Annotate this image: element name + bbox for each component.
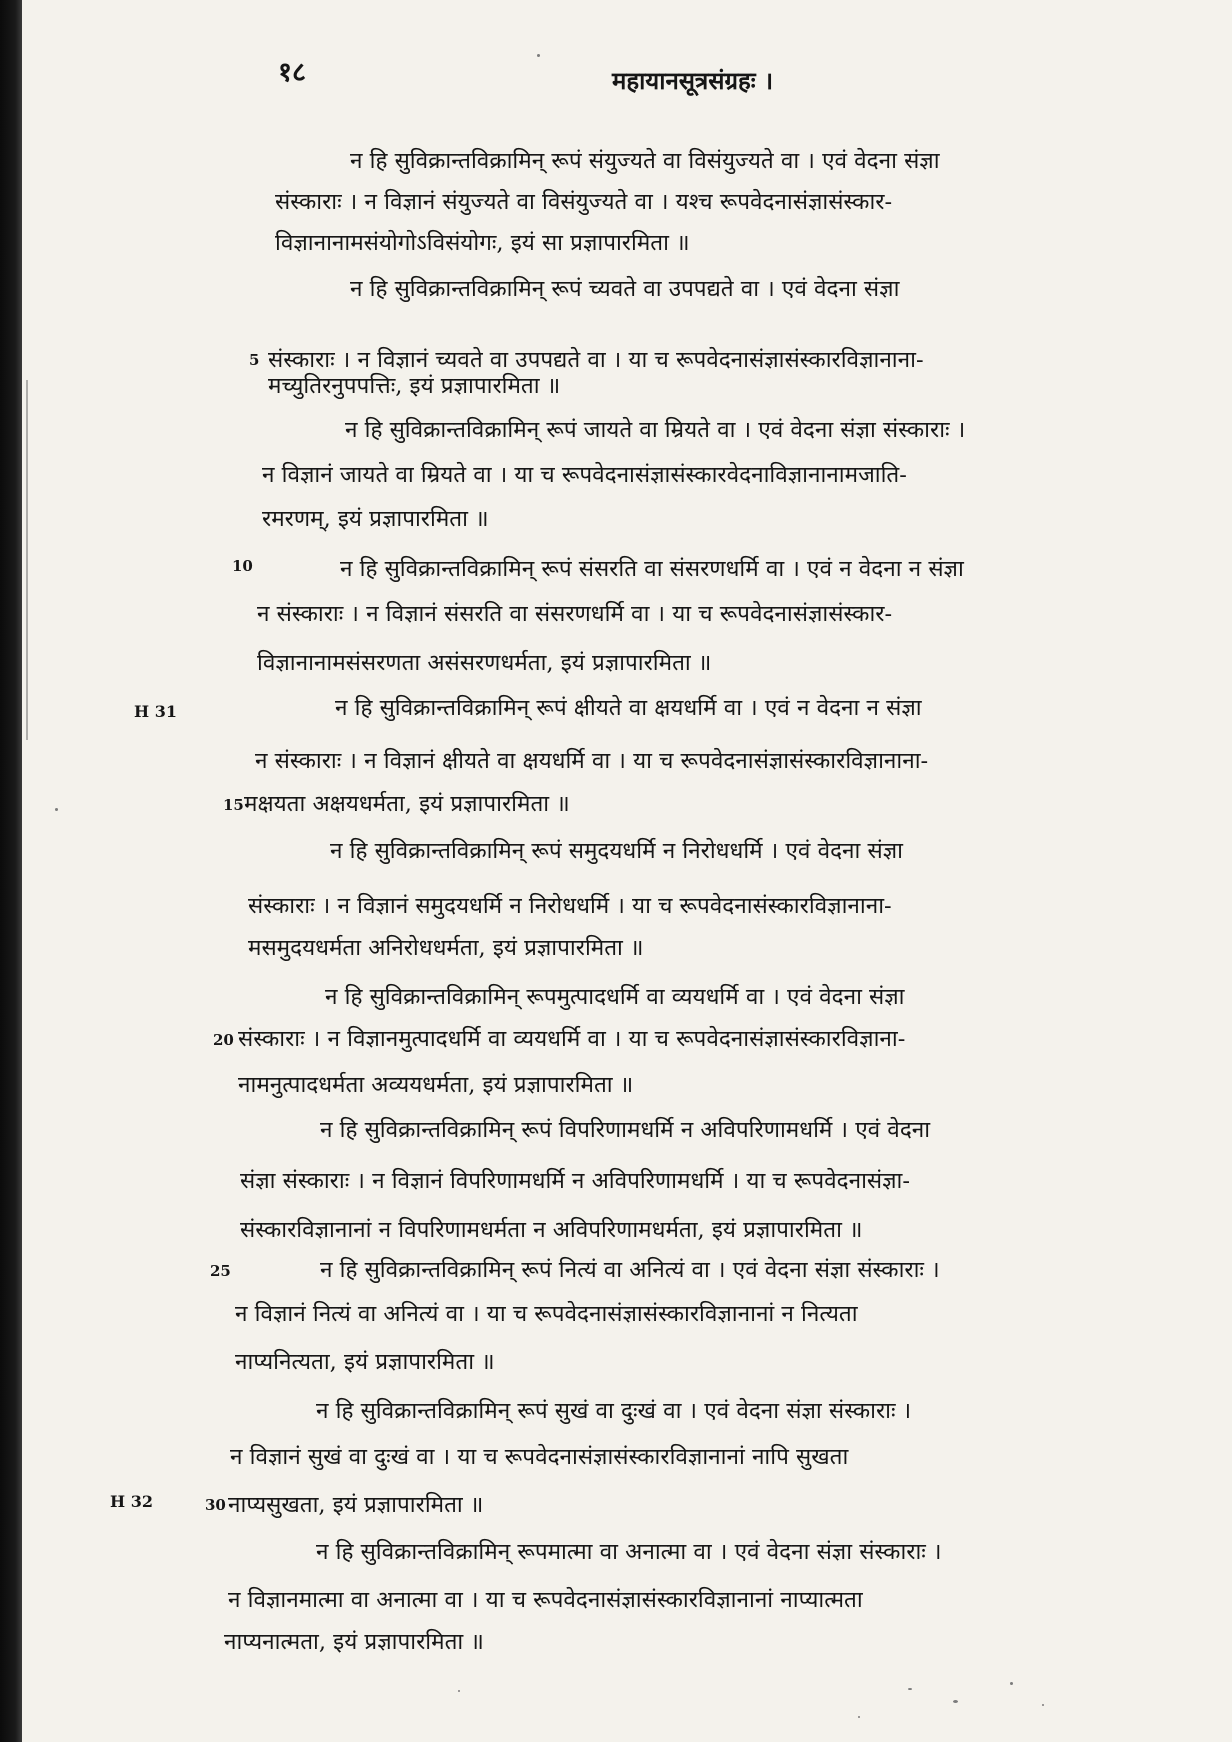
text-line: नाप्यनित्यता, इयं प्रज्ञापारमिता ॥ <box>235 1349 495 1375</box>
scan-speck <box>1042 1704 1044 1706</box>
line-number-30: 30 <box>205 1496 226 1514</box>
text-line: नामनुत्पादधर्मता अव्ययधर्मता, इयं प्रज्ञापारमिता ॥ <box>238 1072 634 1098</box>
text-line: संस्काराः । न विज्ञानमुत्पादधर्मि वा व्ययधर्मि वा । या च रूपवेदनासंज्ञासंस्कारविज्ञाना- <box>238 1026 906 1052</box>
text-line: न हि सुविक्रान्तविक्रामिन् रूपं विपरिणामधर्मि न अविपरिणामधर्मि । एवं वेदना <box>320 1117 931 1143</box>
text-line: न हि सुविक्रान्तविक्रामिन् रूपं क्षीयते वा क्षयधर्मि वा । एवं न वेदना न संज्ञा <box>335 695 922 721</box>
line-number-5: 5 <box>249 351 260 369</box>
text-line: नाप्यनात्मता, इयं प्रज्ञापारमिता ॥ <box>224 1629 484 1655</box>
text-line: न हि सुविक्रान्तविक्रामिन् रूपं संसरति वा संसरणधर्मि वा । एवं न वेदना न संज्ञा <box>340 556 964 582</box>
scan-speck <box>1010 1682 1013 1685</box>
text-line: मच्युतिरनुपपत्तिः, इयं प्रज्ञापारमिता ॥ <box>268 373 561 399</box>
text-line: मसमुदयधर्मता अनिरोधधर्मता, इयं प्रज्ञापारमिता ॥ <box>248 935 644 961</box>
scan-speck <box>458 1690 460 1692</box>
running-title: महायानसूत्रसंग्रहः । <box>612 66 774 95</box>
text-line: संस्काराः । न विज्ञानं समुदयधर्मि न निरोधधर्मि । या च रूपवेदनासंस्कारविज्ञानाना- <box>248 893 892 919</box>
text-line: न हि सुविक्रान्तविक्रामिन् रूपमात्मा वा अनात्मा वा । एवं वेदना संज्ञा संस्काराः । <box>316 1539 942 1565</box>
text-line: न संस्काराः । न विज्ञानं संसरति वा संसरणधर्मि वा । या च रूपवेदनासंज्ञासंस्कार- <box>257 601 893 627</box>
text-line: न हि सुविक्रान्तविक्रामिन् रूपं जायते वा म्रियते वा । एवं वेदना संज्ञा संस्काराः । <box>345 417 966 443</box>
text-line: न विज्ञानमात्मा वा अनात्मा वा । या च रूपवेदनासंज्ञासंस्कारविज्ञानानां नाप्यात्मता <box>228 1587 863 1613</box>
text-line: मक्षयता अक्षयधर्मता, इयं प्रज्ञापारमिता ॥ <box>244 791 570 817</box>
text-line: संस्काराः । न विज्ञानं संयुज्यते वा विसंयुज्यते वा । यश्च रूपवेदनासंज्ञासंस्कार- <box>275 189 893 215</box>
text-line: न हि सुविक्रान्तविक्रामिन् रूपं समुदयधर्मि न निरोधधर्मि । एवं वेदना संज्ञा <box>330 838 903 864</box>
text-line: रमरणम्, इयं प्रज्ञापारमिता ॥ <box>262 506 489 532</box>
scan-speck <box>55 808 58 811</box>
scan-speck <box>537 54 540 57</box>
line-number-10: 10 <box>232 557 253 575</box>
scan-speck <box>908 1688 912 1690</box>
text-line: नाप्यसुखता, इयं प्रज्ञापारमिता ॥ <box>228 1492 484 1518</box>
text-line: न विज्ञानं सुखं वा दुःखं वा । या च रूपवेदनासंज्ञासंस्कारविज्ञानानां नापि सुखता <box>230 1444 849 1470</box>
page-number: १८ <box>278 57 307 88</box>
text-line: संज्ञा संस्काराः । न विज्ञानं विपरिणामधर्मि न अविपरिणामधर्मि । या च रूपवेदनासंज्ञा- <box>240 1168 910 1194</box>
line-number-25: 25 <box>210 1262 231 1280</box>
line-number-20: 20 <box>213 1031 234 1049</box>
text-line: न विज्ञानं जायते वा म्रियते वा । या च रूपवेदनासंज्ञासंस्कारवेदनाविज्ञानानामजाति- <box>262 462 907 488</box>
text-line: न हि सुविक्रान्तविक्रामिन् रूपं सुखं वा दुःखं वा । एवं वेदना संज्ञा संस्काराः । <box>316 1398 912 1424</box>
scan-speck <box>858 1716 860 1718</box>
text-line: न संस्काराः । न विज्ञानं क्षीयते वा क्षयधर्मि वा । या च रूपवेदनासंज्ञासंस्कारविज्ञानाना- <box>255 748 929 774</box>
text-line: न हि सुविक्रान्तविक्रामिन् रूपमुत्पादधर्मि वा व्ययधर्मि वा । एवं वेदना संज्ञा <box>325 984 905 1010</box>
text-line: न हि सुविक्रान्तविक्रामिन् रूपं च्यवते वा उपपद्यते वा । एवं वेदना संज्ञा <box>350 276 900 302</box>
line-number-15: 15 <box>223 796 244 814</box>
text-line: न हि सुविक्रान्तविक्रामिन् रूपं नित्यं वा अनित्यं वा । एवं वेदना संज्ञा संस्काराः । <box>320 1257 940 1283</box>
scan-binding-shadow <box>0 0 22 1742</box>
text-line: न विज्ञानं नित्यं वा अनित्यं वा । या च रूपवेदनासंज्ञासंस्कारविज्ञानानां न नित्यता <box>235 1301 858 1327</box>
margin-reference-h31: H 31 <box>134 702 177 721</box>
scan-speck <box>953 1700 958 1703</box>
text-line: संस्कारविज्ञानानां न विपरिणामधर्मता न अविपरिणामधर्मता, इयं प्रज्ञापारमिता ॥ <box>240 1217 863 1243</box>
text-line: न हि सुविक्रान्तविक्रामिन् रूपं संयुज्यते वा विसंयुज्यते वा । एवं वेदना संज्ञा <box>350 148 940 174</box>
margin-reference-h32: H 32 <box>110 1492 153 1511</box>
text-line: संस्काराः । न विज्ञानं च्यवते वा उपपद्यते वा । या च रूपवेदनासंज्ञासंस्कारविज्ञानाना- <box>268 347 924 373</box>
text-line: विज्ञानानामसंसरणता असंसरणधर्मता, इयं प्रज्ञापारमिता ॥ <box>257 650 712 676</box>
text-line: विज्ञानानामसंयोगोऽविसंयोगः, इयं सा प्रज्ञापारमिता ॥ <box>275 230 690 256</box>
